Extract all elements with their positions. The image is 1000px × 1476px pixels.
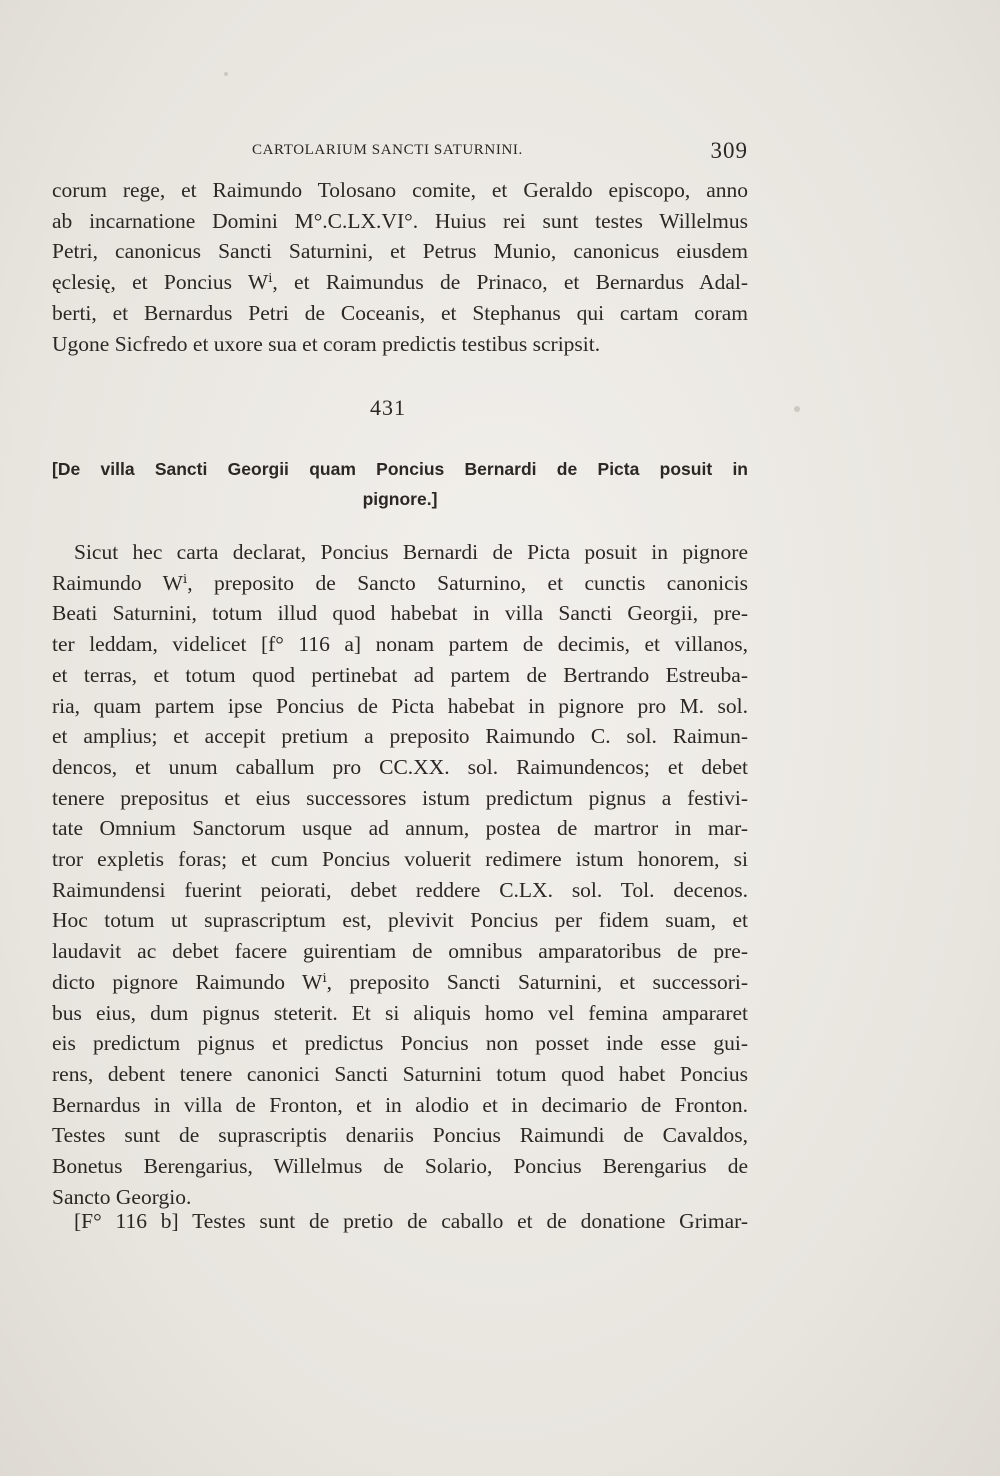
text-line: Bonetus Berengarius, Willelmus de Solario, Poncius Berengarius de xyxy=(52,1154,748,1179)
text-line: berti, et Bernardus Petri de Coceanis, et Stephanus qui cartam coram xyxy=(52,300,748,325)
text-line: ęclesię, et Poncius Wⁱ, et Raimundus de Prinaco, et Bernardus Adal- xyxy=(52,270,748,295)
charter-rubric xyxy=(52,454,748,514)
text-line: Sancto Georgio. xyxy=(52,1184,192,1209)
continued-paragraph xyxy=(52,175,748,359)
text-line: tror expletis foras; et cum Poncius voluerit redimere istum honorem, si xyxy=(52,847,748,872)
text-line: Bernardus in villa de Fronton, et in alodio et in decimario de Fronton. xyxy=(52,1092,748,1117)
text-line: Testes sunt de suprascriptis denariis Poncius Raimundi de Cavaldos, xyxy=(52,1123,748,1148)
text-line: Petri, canonicus Sancti Saturnini, et Petrus Munio, canonicus eiusdem xyxy=(52,239,748,264)
text-line: corum rege, et Raimundo Tolosano comite, et Geraldo episcopo, anno xyxy=(52,178,748,202)
text-line: dencos, et unum caballum pro CC.XX. sol. Raimundencos; et debet xyxy=(52,754,748,779)
rubric-line: [De villa Sancti Georgii quam Poncius Bernardi de Picta posuit in xyxy=(52,459,748,479)
text-line: tate Omnium Sanctorum usque ad annum, postea de martror in mar- xyxy=(52,816,748,841)
running-title: CARTOLARIUM SANCTI SATURNINI. xyxy=(252,142,523,158)
page-number: 309 xyxy=(710,138,748,163)
text-line: ter leddam, videlicet [f° 116 a] nonam partem de decimis, et villanos, xyxy=(52,632,748,657)
text-line: ab incarnatione Domini M°.C.LX.VI°. Huius rei sunt testes Willelmus xyxy=(52,208,748,233)
text-line: Ugone Sicfredo et uxore sua et coram predictis testibus scripsit. xyxy=(52,331,601,356)
charter-text-continued xyxy=(52,1206,748,1237)
text-line: Raimundo Wⁱ, preposito de Sancto Saturnino, et cunctis canonicis xyxy=(52,570,748,595)
running-header xyxy=(52,138,748,166)
text-line: Sicut hec carta declarat, Poncius Bernardi de Picta posuit in pignore xyxy=(74,540,748,564)
text-line: Beati Saturnini, totum illud quod habebat in villa Sancti Georgii, pre- xyxy=(52,601,748,626)
text-line: et terras, et totum quod pertinebat ad partem de Bertrando Estreuba- xyxy=(52,662,748,687)
charter-number: 431 xyxy=(370,395,406,420)
text-line: ria, quam partem ipse Poncius de Picta habebat in pignore pro M. sol. xyxy=(52,693,748,718)
text-line: Raimundensi fuerint peiorati, debet reddere C.LX. sol. Tol. decenos. xyxy=(52,877,748,902)
text-line: tenere prepositus et eius successores istum predictum pignus a festivi- xyxy=(52,785,748,810)
text-line: [F° 116 b] Testes sunt de pretio de caballo et de donatione Grimar- xyxy=(74,1209,748,1233)
rubric-line: pignore.] xyxy=(362,489,438,509)
text-line: Hoc totum ut suprascriptum est, plevivit Poncius per fidem suam, et xyxy=(52,908,748,933)
text-line: rens, debent tenere canonici Sancti Saturnini totum quod habet Poncius xyxy=(52,1061,748,1086)
paper-speck xyxy=(794,406,800,412)
charter-text xyxy=(52,537,748,1212)
text-line: eis predictum pignus et predictus Poncius non posset inde esse gui- xyxy=(52,1031,748,1056)
text-line: et amplius; et accepit pretium a preposito Raimundo C. sol. Raimun- xyxy=(52,724,748,749)
text-line: dicto pignore Raimundo Wⁱ, preposito Sancti Saturnini, et successori- xyxy=(52,969,748,994)
text-line: laudavit ac debet facere guirentiam de omnibus amparatoribus de pre- xyxy=(52,939,748,964)
text-line: bus eius, dum pignus steterit. Et si aliquis homo vel femina ampararet xyxy=(52,1000,748,1025)
paper-speck xyxy=(224,72,228,76)
